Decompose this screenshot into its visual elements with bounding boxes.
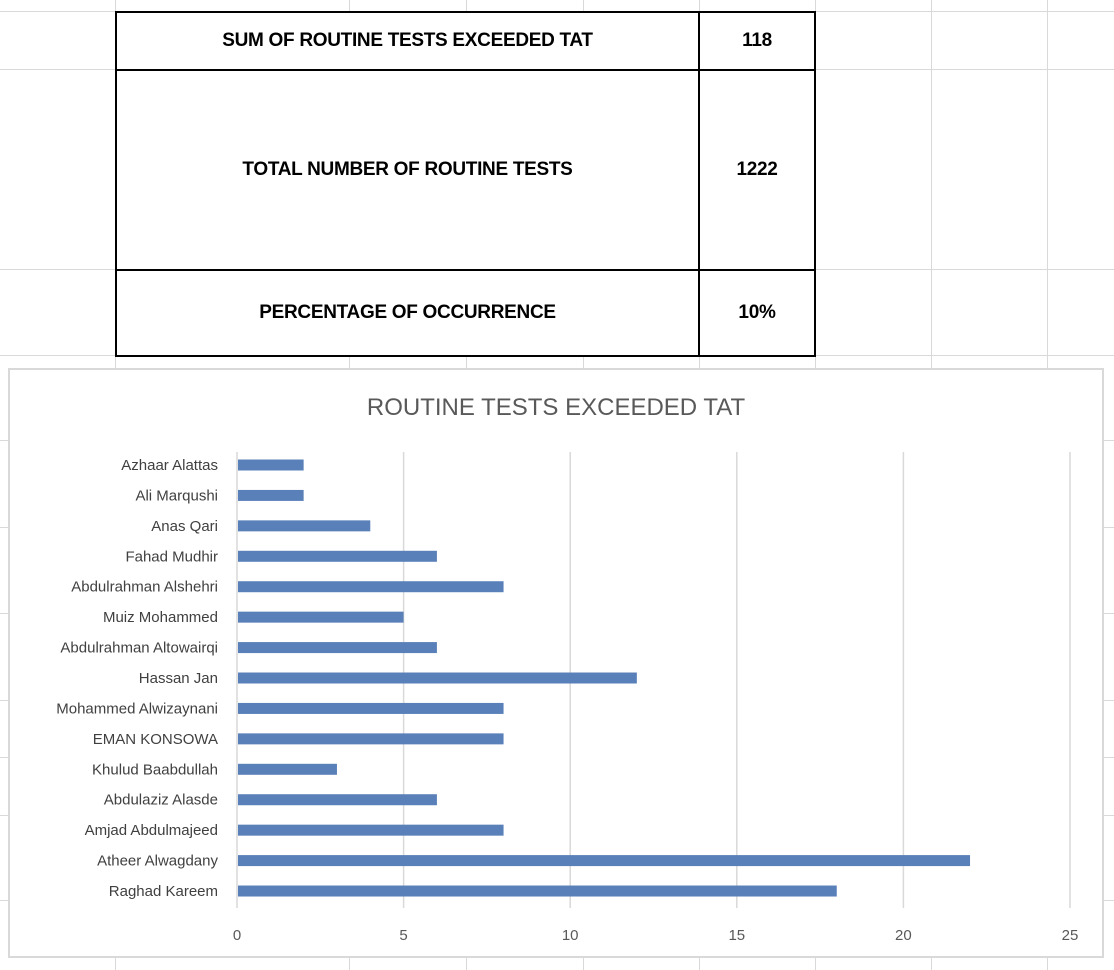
row-label[interactable]: PERCENTAGE OF OCCURRENCE xyxy=(116,270,699,356)
row-value[interactable]: 118 xyxy=(699,12,815,70)
row-label[interactable]: SUM OF ROUTINE TESTS EXCEEDED TAT xyxy=(116,12,699,70)
x-tick-label: 0 xyxy=(232,927,242,944)
table-row xyxy=(116,70,815,270)
category-label: Azhaar Alattas xyxy=(121,457,218,474)
x-tick-label: 25 xyxy=(1061,927,1079,944)
table-row xyxy=(116,270,815,356)
category-label: Atheer Alwagdany xyxy=(97,852,218,870)
row-value[interactable]: 10% xyxy=(699,270,815,356)
category-label: Anas Qari xyxy=(151,517,218,535)
category-label: Ali Marqushi xyxy=(135,487,218,505)
bar-chart[interactable] xyxy=(8,368,1104,958)
x-tick-label: 15 xyxy=(728,927,746,944)
row-label[interactable]: TOTAL NUMBER OF ROUTINE TESTS xyxy=(116,70,699,270)
category-label: Abdulrahman Alshehri xyxy=(71,578,218,596)
category-label: Abdulaziz Alasde xyxy=(103,791,218,809)
category-label: EMAN KONSOWA xyxy=(92,730,218,748)
row-value[interactable]: 1222 xyxy=(699,70,815,270)
category-label: Fahad Mudhir xyxy=(125,548,218,566)
category-label: Muiz Mohammed xyxy=(102,609,218,627)
category-label: Raghad Kareem xyxy=(108,883,218,901)
category-label: Hassan Jan xyxy=(138,670,218,688)
category-label: Khulud Baabdullah xyxy=(92,761,218,779)
x-tick-label: 5 xyxy=(399,927,408,944)
category-label: Amjad Abdulmajeed xyxy=(84,822,218,840)
category-label: Mohammed Alwizaynani xyxy=(56,700,218,718)
x-tick-label: 10 xyxy=(561,927,579,944)
category-label: Abdulrahman Altowairqi xyxy=(60,639,218,657)
chart-title: ROUTINE TESTS EXCEEDED TAT xyxy=(366,394,746,421)
summary-table xyxy=(115,11,816,357)
x-tick-label: 20 xyxy=(895,927,912,944)
table-row xyxy=(116,12,815,70)
